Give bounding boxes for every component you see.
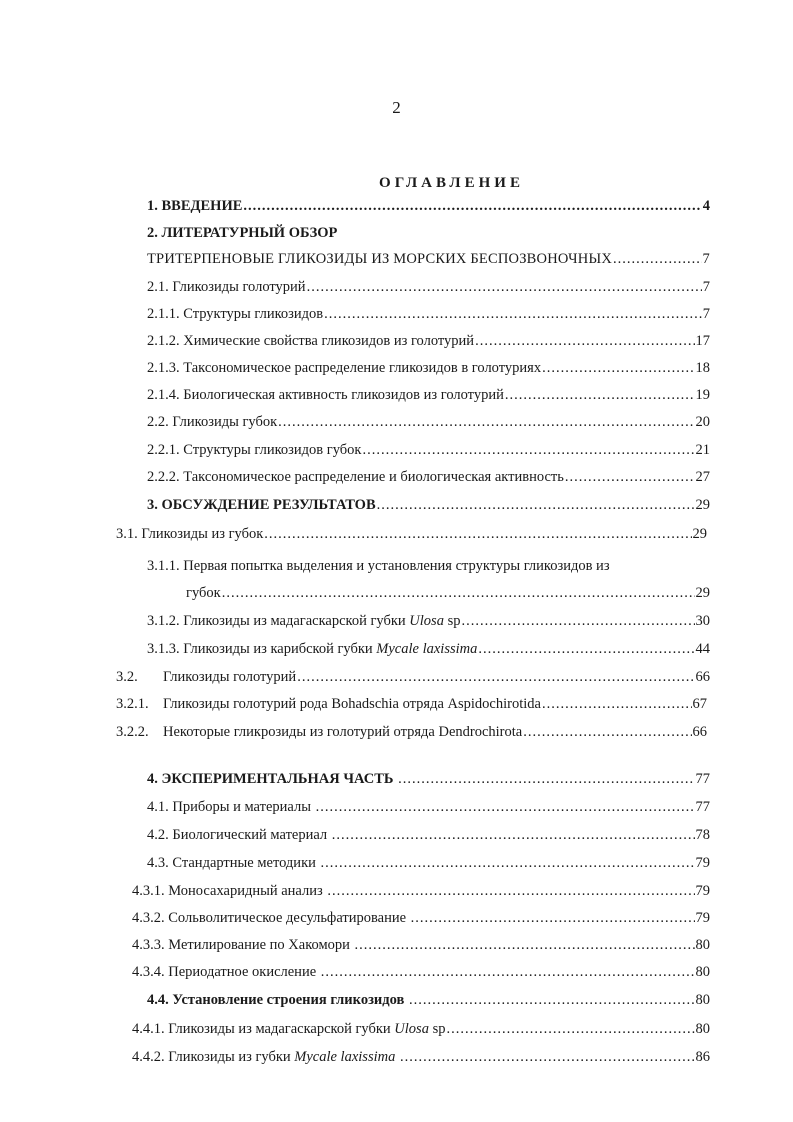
toc-num: 1. [147,198,158,214]
toc-page: 4 [702,198,710,214]
toc-entry-2-2-1[interactable] [147,439,710,461]
toc-text: Гликозиды из мадагаскарской губки [168,1021,391,1037]
toc-num: 3.1.3. [147,641,180,657]
toc-page: 80 [695,1021,710,1037]
toc-page: 29 [695,585,710,601]
toc-num: 2.1. [147,279,169,295]
toc-text: Химические свойства гликозидов из голотурий [183,333,475,349]
toc-text-italic: Ulosa [394,1021,429,1037]
toc-entry-4-3[interactable] [147,852,710,874]
toc-entry-4-3-2[interactable] [132,907,710,929]
toc-text: Таксономическое распределение и биологическая активность [183,469,564,485]
toc-text: Гликозиды из карибской губки [183,641,373,657]
toc-entry-2-1-1[interactable] [147,303,710,325]
toc-entry-4[interactable] [147,768,710,790]
toc-page: 7 [702,306,710,322]
toc-text: Гликозиды из мадагаскарской губки [183,613,406,629]
toc-text: Таксономическое распределение гликозидов в голотуриях [183,360,542,376]
toc-text: Гликозиды из губок [141,526,264,542]
toc-entry-4-3-1[interactable] [132,880,710,902]
toc-num: 4.4.2. [132,1049,165,1065]
toc-num: 4.3.2. [132,910,165,926]
toc-num: 4.4. [147,992,169,1008]
toc-num: 2.1.4. [147,387,180,403]
toc-page: 79 [695,883,710,899]
toc-page: 79 [695,855,710,871]
toc-text: Гликозиды голотурий [172,279,306,295]
toc-num: 3. [147,497,158,513]
toc-entry-4-4-1[interactable] [132,1018,710,1040]
page-number: 2 [392,98,401,117]
toc-num: 2.2. [147,414,169,430]
toc-num: 3.1. [116,526,138,542]
toc-entry-3-2-2[interactable] [116,721,707,743]
toc-text-tail: sp [432,1021,446,1037]
toc-num: 4.4.1. [132,1021,165,1037]
toc-text: Приборы и материалы [172,799,311,815]
toc-entry-4-4-2[interactable] [132,1046,710,1068]
toc-text: Некоторые гликрозиды из голотурий отряда Dendrochirota [163,724,523,740]
toc-page: 66 [692,724,707,740]
toc-entry-2-2-2[interactable] [147,466,710,488]
toc-entry-2-1[interactable] [147,276,710,298]
toc-page: 18 [695,360,710,376]
toc-text: Гликозиды из губки [168,1049,291,1065]
toc-num: 3.2.2. [116,724,149,740]
toc-page: 21 [695,442,710,458]
toc-page: 80 [695,992,710,1008]
toc-entry-3-1[interactable] [116,523,707,545]
toc-num: 3.1.2. [147,613,180,629]
toc-page: 7 [702,279,710,295]
toc-num: 4.3. [147,855,169,871]
toc-entry-4-3-4[interactable] [132,961,710,983]
toc-text: Биологическая активность гликозидов из голотурий [183,387,504,403]
toc-page: 67 [692,696,707,712]
toc-entry-4-3-3[interactable] [132,934,710,956]
toc-entry-3-1-1-cont[interactable] [186,582,710,604]
toc-text: ЛИТЕРАТУРНЫЙ ОБЗОР [161,225,338,241]
toc-num: 4.3.4. [132,964,165,980]
toc-num: 2.2.2. [147,469,180,485]
toc-entry-2-1-4[interactable] [147,384,710,406]
toc-page: 77 [695,799,710,815]
toc-text: Сольволитическое десульфатирование [168,910,407,926]
toc-entry-3-2[interactable] [116,666,710,688]
toc-entry-3-1-1[interactable] [147,555,710,577]
toc-entry-4-4[interactable] [147,989,710,1011]
toc-entry-2[interactable] [147,222,710,244]
toc-text: Структуры гликозидов [183,306,324,322]
toc-page: 78 [695,827,710,843]
toc-entry-4-1[interactable] [147,796,710,818]
toc-entry-3-1-3[interactable] [147,638,710,660]
toc-num: 2.1.3. [147,360,180,376]
toc-page: 80 [695,964,710,980]
toc-entry-3-2-1[interactable] [116,693,707,715]
toc-num: 2.1.2. [147,333,180,349]
toc-entry-4-2[interactable] [147,824,710,846]
toc-text: Биологический материал [172,827,328,843]
toc-num: 4.2. [147,827,169,843]
toc-num: 4. [147,771,158,787]
toc-text: ЭКСПЕРИМЕНТАЛЬНАЯ ЧАСТЬ [161,771,394,787]
toc-entry-1[interactable] [147,195,710,217]
toc-entry-2-1-3[interactable] [147,357,710,379]
toc-text: Гликозиды губок [172,414,278,430]
toc-text: Установление строения гликозидов [172,992,405,1008]
toc-num: 2.2.1. [147,442,180,458]
toc-text: Моносахаридный анализ [168,883,323,899]
toc-num: 4.3.3. [132,937,165,953]
toc-text-italic: Mycale laxissima [376,641,478,657]
toc-title: ОГЛАВЛЕНИЕ [379,175,524,191]
toc-page: 27 [695,469,710,485]
toc-text: Гликозиды голотурий [163,669,297,685]
toc-text: ТРИТЕРПЕНОВЫЕ ГЛИКОЗИДЫ ИЗ МОРСКИХ БЕСПОЗВОНОЧНЫХ [147,251,612,267]
toc-text: Первая попытка выделения и установления структуры гликозидов из [183,558,610,574]
toc-num: 3.2. [116,669,138,685]
toc-text: Периодатное окисление [168,964,317,980]
toc-num: 2. [147,225,158,241]
toc-entry-3[interactable] [147,494,710,516]
toc-num: 4.3.1. [132,883,165,899]
toc-num: 3.1.1. [147,558,180,574]
toc-num: 2.1.1. [147,306,180,322]
toc-entry-3-1-2[interactable] [147,610,710,632]
toc-text: ВВЕДЕНИЕ [161,198,243,214]
toc-text-italic: Mycale laxissima [294,1049,396,1065]
toc-page: 29 [692,526,707,542]
toc-text: губок [186,585,221,601]
toc-page: 19 [695,387,710,403]
toc-num: 3.2.1. [116,696,149,712]
toc-text: Гликозиды голотурий рода Bohadschia отряда Aspidochirotida [163,696,541,712]
toc-entry-2-1-2[interactable] [147,330,710,352]
toc-text-italic: Ulosa [409,613,444,629]
toc-page: 80 [695,937,710,953]
toc-page: 66 [695,669,710,685]
toc-text: Метилирование по Хакомори [168,937,350,953]
toc-page: 20 [695,414,710,430]
toc-page: 17 [695,333,710,349]
toc-text: ОБСУЖДЕНИЕ РЕЗУЛЬТАТОВ [161,497,376,513]
toc-entry-2-2[interactable] [147,411,710,433]
toc-page: 77 [695,771,710,787]
toc-text-tail: sp [447,613,461,629]
toc-page: 86 [695,1049,710,1065]
toc-page: 7 [702,251,710,267]
toc-entry-triterpene[interactable] [147,248,710,270]
toc-num: 4.1. [147,799,169,815]
toc-page: 44 [695,641,710,657]
toc-page: 30 [695,613,710,629]
toc-page: 79 [695,910,710,926]
toc-text: Структуры гликозидов губок [183,442,362,458]
toc-text: Стандартные методики [172,855,316,871]
toc-page: 29 [695,497,710,513]
